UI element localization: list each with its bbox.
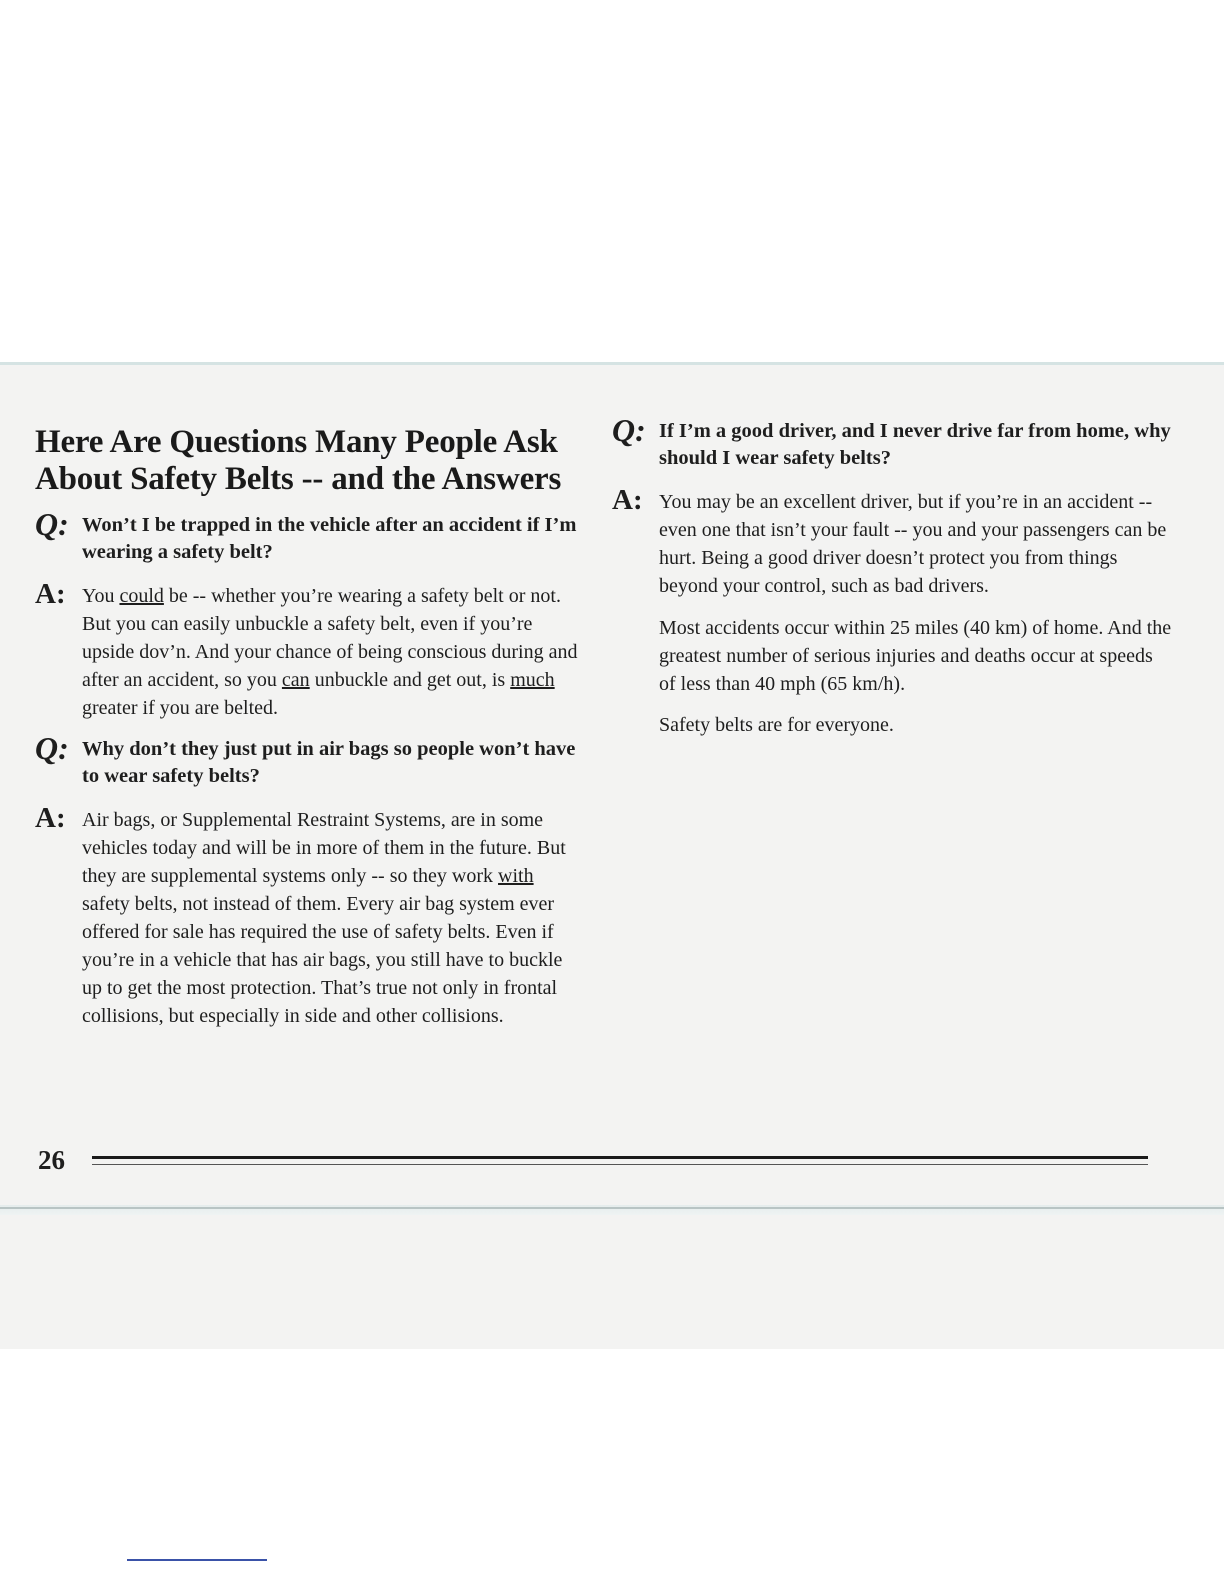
footer-rule	[92, 1156, 1148, 1159]
question-text: Won’t I be trapped in the vehicle after an accident if I’m wearing a safety belt?	[82, 514, 577, 563]
left-column	[35, 420, 580, 1044]
answer-paragraph: Most accidents occur within 25 miles (40 km) of home. And the greatest number of serious injuries and deaths occur at speeds of less than 40 mph (65 km/h).	[659, 617, 1172, 695]
underlined-word: with	[498, 865, 534, 887]
scan-artifact-line	[127, 1559, 267, 1561]
question-marker: Q:	[35, 506, 69, 542]
page-number: 26	[38, 1145, 65, 1175]
section-heading: Here Are Questions Many People Ask About Safety Belts -- and the Answers	[35, 424, 562, 497]
underlined-word: much	[510, 669, 555, 691]
right-column	[612, 412, 1172, 752]
question-text: Why don’t they just put in air bags so people won’t have to wear safety belts?	[82, 738, 576, 787]
question-block	[612, 412, 1172, 472]
band-bottom-divider	[0, 1205, 1224, 1215]
question-marker: Q:	[612, 412, 646, 448]
band-top-divider	[0, 362, 1224, 365]
question-block	[35, 506, 580, 566]
question-marker: Q:	[35, 730, 69, 766]
answer-marker: A:	[35, 578, 66, 610]
answer-block	[612, 484, 1172, 600]
question-text: If I’m a good driver, and I never drive far from home, why should I wear safety belts?	[659, 420, 1171, 469]
underlined-word: could	[119, 585, 164, 607]
answer-marker: A:	[35, 802, 66, 834]
answer-marker: A:	[612, 484, 643, 516]
answer-paragraph: Safety belts are for everyone.	[659, 714, 894, 736]
footer-rule-thin	[92, 1164, 1148, 1165]
question-block	[35, 730, 580, 790]
answer-text: You may be an excellent driver, but if you’re in an accident -- even one that isn’t your fault -- you and your passengers can be hurt. Being a good driver doesn’t protect you from things beyond your control, such as bad drivers.	[659, 491, 1167, 597]
answer-text: You could be -- whether you’re wearing a safety belt or not. But you can easily unbuckle a safety belt, even if you’re upside dov’n. And your chance of being conscious during and after an accident, so you can unbuckle and get out, is much greater if you are belted.	[82, 585, 578, 719]
answer-block	[35, 578, 580, 722]
underlined-word: can	[281, 669, 310, 691]
answer-text: Air bags, or Supplemental Restraint Systems, are in some vehicles today and will be in more of them in the future. But they are supplemental systems only -- so they work with safety belts, not instead of them. Every air bag system ever offered for sale has required the use of safety belts. Even if you’re in a vehicle that has air bags, you still have to buckle up to get the most protection. That’s true not only in frontal collisions, but especially in side and other collisions.	[82, 809, 566, 1027]
page-footer	[38, 1145, 1148, 1175]
answer-block	[35, 802, 580, 1030]
